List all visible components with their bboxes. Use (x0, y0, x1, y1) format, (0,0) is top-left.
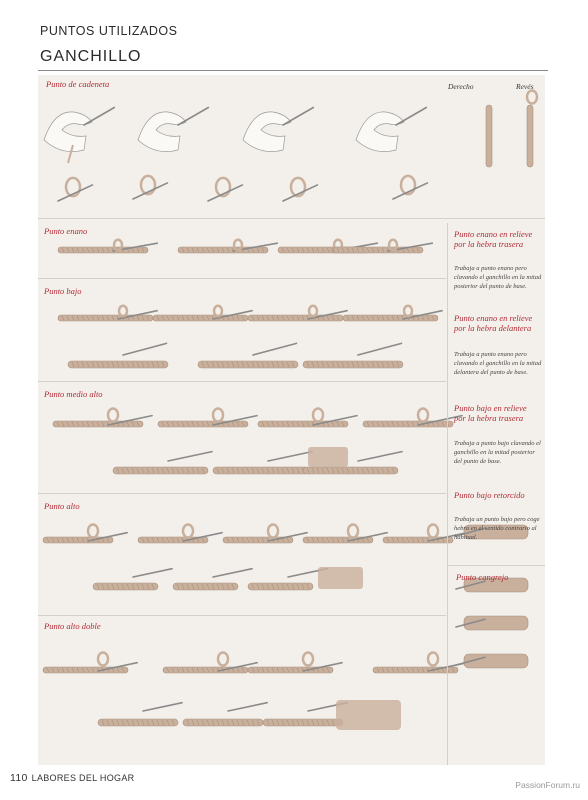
divider (448, 565, 545, 566)
stitch-panel (38, 75, 545, 765)
yarn-loop (348, 525, 358, 538)
header-divider (38, 70, 548, 71)
hand (243, 112, 291, 152)
hand (356, 112, 404, 152)
hand (44, 112, 92, 152)
reves-label: Revés (516, 82, 534, 91)
yarn-loop (418, 409, 428, 422)
divider (38, 615, 446, 616)
divider (38, 278, 446, 279)
crochet-hook (396, 108, 426, 126)
cadeneta-label: Punto de cadeneta (46, 79, 110, 89)
crochet-hook (393, 183, 427, 199)
yarn-loop (428, 653, 438, 666)
side-text-3: Trabaja a punto bajo clavando el ganchillo en la mitad posterior del punto de base. (454, 440, 541, 465)
crochet-hook (283, 185, 317, 201)
page-title: GANCHILLO (40, 48, 142, 65)
yarn-loop (428, 525, 438, 538)
alto-label: Punto alto (44, 501, 80, 511)
side-text-1: Trabaja a punto enano pero clavando el ganchillo en la mitad posterior del punto de base. (454, 265, 542, 290)
crochet-hook (358, 343, 401, 355)
side-text-4: Trabaja un punto bajo pero coge hebra en el sentido contrario al habitual. (454, 516, 540, 541)
side-title-3: Punto bajo en relieve por la hebra trasera (454, 403, 527, 423)
side-title-1: Punto enano en relieve por la hebra trasera (454, 229, 533, 249)
crochet-hook (58, 185, 92, 201)
derecho-label: Derecho (448, 82, 474, 91)
yarn-loop (119, 306, 127, 316)
yarn-loop (218, 653, 228, 666)
crochet-hook (178, 108, 208, 126)
yarn-loop (303, 653, 313, 666)
side-title-4: Punto bajo retorcido (454, 490, 525, 500)
stitch-block (318, 567, 363, 589)
yarn-loop (183, 525, 193, 538)
magazine-name: LABORES DEL HOGAR (31, 773, 135, 783)
medio-alto-label: Punto medio alto (44, 389, 103, 399)
crochet-hook (84, 108, 114, 126)
chain-derecho (486, 105, 492, 167)
crochet-hook (143, 703, 182, 711)
crochet-hook (283, 108, 313, 126)
cangrejo-label: Punto cangrejo (456, 572, 509, 582)
enano-label: Punto enano (44, 226, 88, 236)
yarn-loop (313, 409, 323, 422)
side-title-2: Punto enano en relieve por la hebra delantera (454, 313, 533, 333)
yarn-loop (213, 409, 223, 422)
crochet-hook (228, 703, 267, 711)
crochet-hook (168, 452, 212, 461)
stitch-block (336, 700, 401, 730)
divider (38, 218, 545, 219)
bajo-label: Punto bajo (44, 286, 82, 296)
yarn-loop (404, 306, 412, 316)
crochet-hook (208, 185, 242, 201)
yarn-loop (309, 306, 317, 316)
crochet-hook (358, 452, 402, 461)
page-number: 110 (10, 772, 28, 784)
alto-doble-label: Punto alto doble (44, 621, 101, 631)
yarn-loop (88, 525, 98, 538)
column-divider (447, 223, 448, 765)
yarn-loop (268, 525, 278, 538)
crochet-hook (123, 343, 166, 355)
crochet-hook (133, 569, 172, 577)
yarn-loop (98, 653, 108, 666)
chain-reves (527, 105, 533, 167)
yarn-loop (108, 409, 118, 422)
crochet-hook (133, 183, 167, 199)
yarn-loop (527, 91, 537, 104)
divider (38, 493, 446, 494)
crochet-hook (253, 343, 296, 355)
section-heading: PUNTOS UTILIZADOS (40, 24, 178, 38)
watermark: PassionForum.ru (515, 780, 580, 790)
stitch-block (308, 447, 348, 467)
yarn-loop (214, 306, 222, 316)
divider (38, 381, 446, 382)
hand (138, 112, 186, 152)
crochet-hook (213, 569, 252, 577)
side-text-2: Trabaja a punto enano pero clavando el ganchillo en la mitad delantera del punto de base. (454, 351, 542, 376)
crochet-hook (268, 452, 312, 461)
page-footer (10, 772, 134, 784)
